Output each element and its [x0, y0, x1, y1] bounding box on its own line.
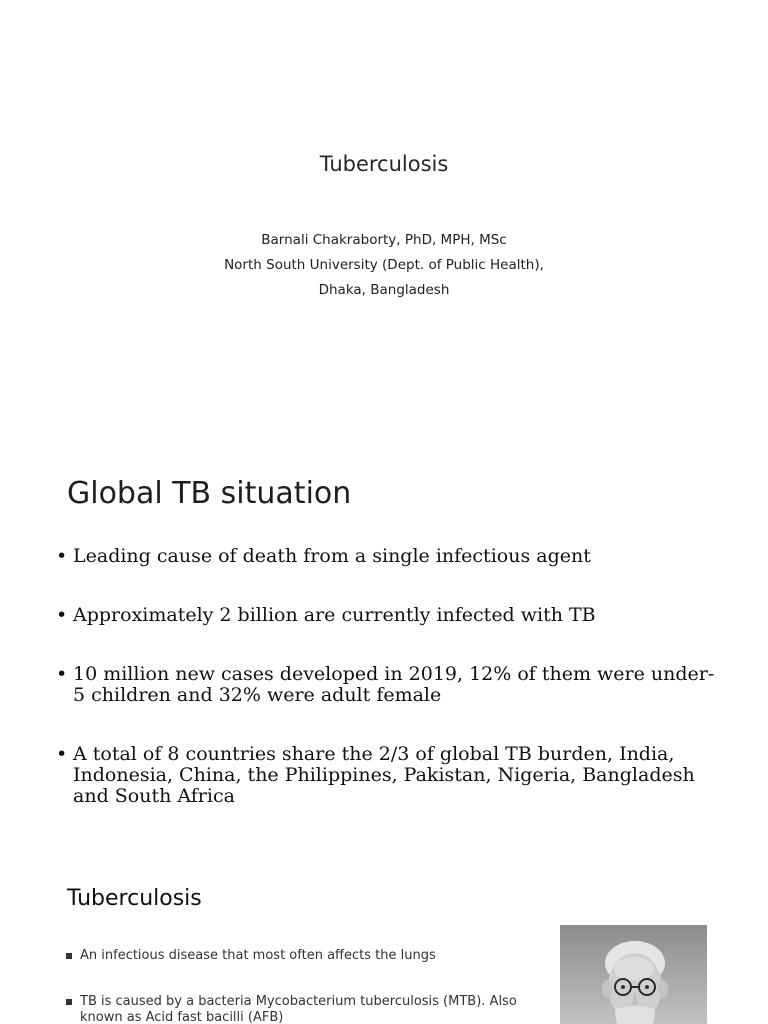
list-item-text: A total of 8 countries share the 2/3 of global TB burden, India, Indonesia, China, the Philippines, Pakistan, Nigeria, Bangladesh and South Africa	[73, 743, 695, 807]
list-item	[56, 744, 726, 807]
list-item-text: An infectious disease that most often affects the lungs	[80, 948, 436, 963]
bullet-icon: •	[56, 545, 68, 567]
list-item-text: Leading cause of death from a single infectious agent	[73, 545, 591, 567]
bullet-icon: •	[56, 604, 68, 626]
list-item	[66, 948, 526, 964]
slide-global-tb	[0, 430, 768, 860]
bullet-icon: •	[56, 663, 68, 685]
square-bullet-icon	[66, 953, 72, 959]
list-item-text: 10 million new cases developed in 2019, 12% of them were under-5 children and 32% were adult female	[73, 663, 715, 706]
slide-heading: Global TB situation	[67, 476, 352, 511]
author-line: Barnali Chakraborty, PhD, MPH, MSc	[261, 232, 507, 248]
slide-tuberculosis	[0, 860, 768, 1024]
list-item	[56, 664, 726, 706]
list-item	[56, 546, 726, 567]
list-item-text: Approximately 2 billion are currently infected with TB	[73, 604, 596, 626]
bullet-icon: •	[56, 743, 68, 765]
author-line: Dhaka, Bangladesh	[318, 282, 450, 298]
presentation-title: Tuberculosis	[319, 152, 449, 176]
list-item	[66, 994, 526, 1024]
slide-heading: Tuberculosis	[67, 886, 202, 911]
author-block	[0, 228, 768, 303]
slide-title	[0, 0, 768, 430]
portrait-photo-icon	[560, 925, 707, 1024]
list-item	[56, 605, 726, 626]
author-line: North South University (Dept. of Public Health),	[224, 257, 544, 273]
portrait-illustration	[560, 925, 707, 1024]
list-item-text: TB is caused by a bacteria Mycobacterium tuberculosis (MTB). Also known as Acid fast bacilli (AFB)	[80, 994, 517, 1024]
bullet-list	[66, 948, 526, 1024]
square-bullet-icon	[66, 999, 72, 1005]
bullet-list	[56, 546, 726, 845]
